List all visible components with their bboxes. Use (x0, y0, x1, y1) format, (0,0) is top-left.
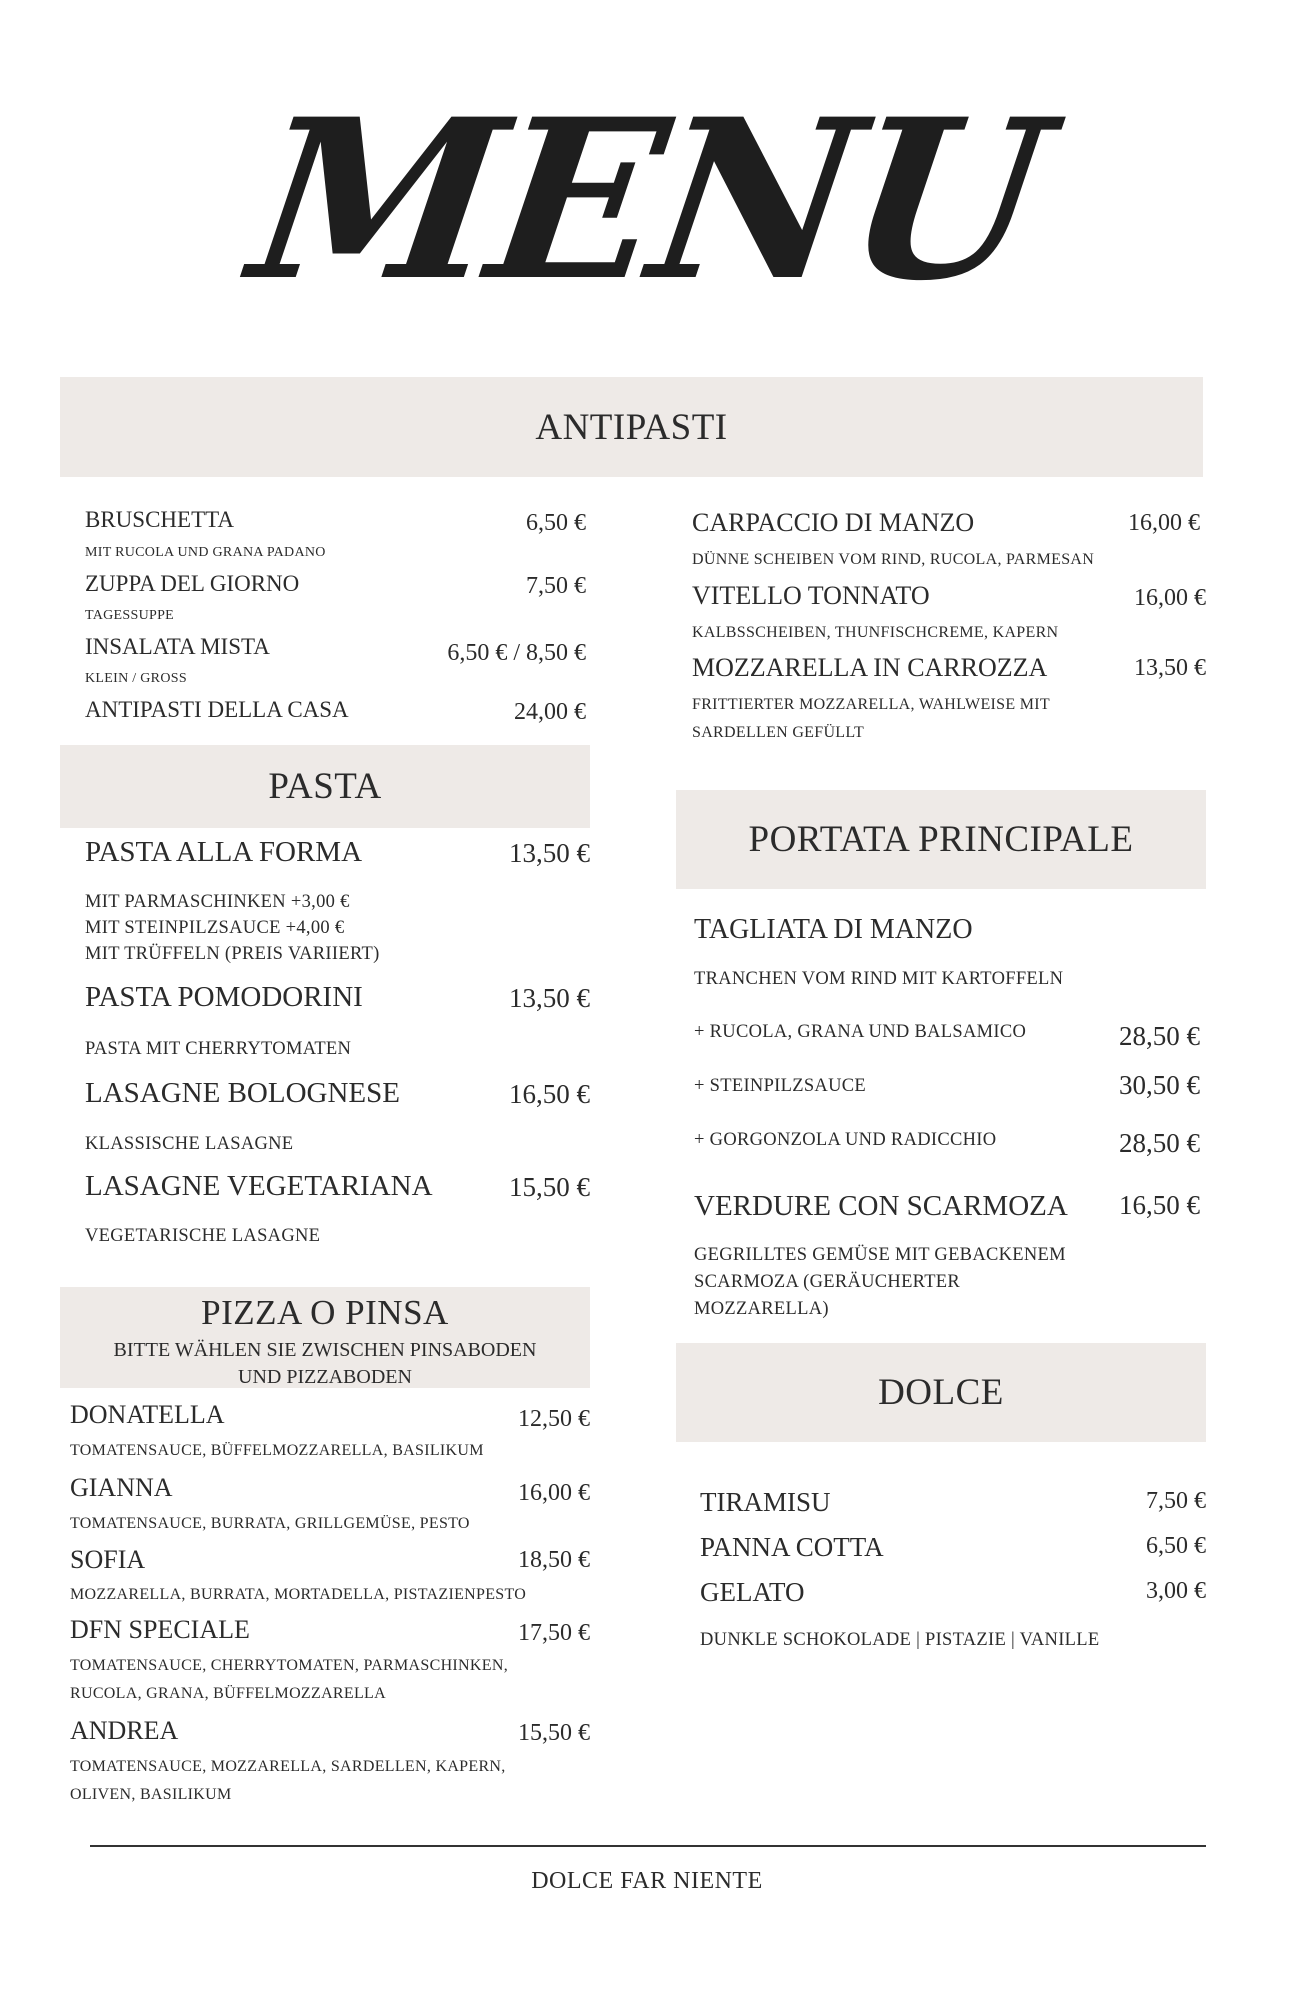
section-title: PIZZA O PINSA (201, 1293, 449, 1332)
item-price: 17,50 € (518, 1620, 590, 1646)
item-name: MOZZARELLA IN CARROZZA (692, 653, 1048, 682)
item-description: DUNKLE SCHOKOLADE | PISTAZIE | VANILLE (700, 1630, 1100, 1650)
section-title: ANTIPASTI (535, 406, 728, 448)
item-name: PASTA POMODORINI (85, 981, 363, 1013)
section-title: PASTA (268, 766, 382, 807)
item-name: LASAGNE BOLOGNESE (85, 1077, 400, 1109)
section-title: DOLCE (878, 1372, 1004, 1413)
section-header-pasta (60, 745, 590, 828)
section-subtitle: BITTE WÄHLEN SIE ZWISCHEN PINSABODEN (113, 1339, 537, 1361)
item-description: RUCOLA, GRANA, BÜFFELMOZZARELLA (70, 1685, 386, 1702)
option-price: 30,50 € (1119, 1070, 1200, 1100)
item-description: MIT PARMASCHINKEN +3,00 € (85, 892, 350, 912)
option-label: + RUCOLA, GRANA UND BALSAMICO (694, 1022, 1027, 1042)
item-name: GELATO (700, 1577, 805, 1607)
item-name: PASTA ALLA FORMA (85, 836, 363, 868)
item-name: ZUPPA DEL GIORNO (85, 571, 300, 596)
item-name: ANTIPASTI DELLA CASA (85, 697, 349, 722)
item-price: 16,00 € (1128, 510, 1200, 536)
item-price: 15,50 € (509, 1172, 590, 1202)
item-description: VEGETARISCHE LASAGNE (85, 1226, 321, 1246)
option-price: 28,50 € (1119, 1128, 1200, 1158)
item-price: 12,50 € (518, 1406, 590, 1432)
item-description: TOMATENSAUCE, MOZZARELLA, SARDELLEN, KAPERN, (70, 1758, 506, 1775)
item-price: 24,00 € (514, 699, 586, 725)
item-description: SARDELLEN GEFÜLLT (692, 724, 865, 741)
item-description: GEGRILLTES GEMÜSE MIT GEBACKENEM (694, 1245, 1066, 1265)
item-price: 6,50 € (526, 510, 586, 536)
section-title: PORTATA PRINCIPALE (748, 819, 1134, 860)
item-name: LASAGNE VEGETARIANA (85, 1170, 433, 1202)
menu-title: MENU (238, 70, 1056, 329)
item-price: 6,50 € / 8,50 € (447, 640, 586, 666)
item-price: 3,00 € (1146, 1578, 1206, 1604)
item-price: 7,50 € (1146, 1488, 1206, 1514)
item-description: TOMATENSAUCE, BÜFFELMOZZARELLA, BASILIKUM (70, 1442, 484, 1459)
item-price: 18,50 € (518, 1547, 590, 1573)
item-price: 16,50 € (1119, 1190, 1200, 1220)
item-price: 13,50 € (509, 983, 590, 1013)
section-header-pizza (60, 1287, 590, 1388)
item-name: DFN SPECIALE (70, 1615, 250, 1644)
item-description: OLIVEN, BASILIKUM (70, 1786, 232, 1803)
footer-divider (90, 1845, 1206, 1847)
item-name: CARPACCIO DI MANZO (692, 508, 975, 537)
item-description: MIT TRÜFFELN (PREIS VARIIERT) (85, 944, 380, 964)
item-name: PANNA COTTA (700, 1532, 884, 1562)
section-header-antipasti (60, 377, 1203, 477)
option-label: + GORGONZOLA UND RADICCHIO (694, 1130, 997, 1150)
item-description: MOZZARELLA) (694, 1299, 829, 1319)
item-price: 13,50 € (1134, 655, 1206, 681)
item-name: ANDREA (70, 1716, 179, 1745)
item-description: TRANCHEN VOM RIND MIT KARTOFFELN (694, 969, 1064, 989)
item-description: TOMATENSAUCE, CHERRYTOMATEN, PARMASCHINKEN, (70, 1657, 508, 1674)
section-header-dolce (676, 1343, 1206, 1442)
footer-restaurant-name: DOLCE FAR NIENTE (531, 1868, 763, 1894)
option-price: 28,50 € (1119, 1021, 1200, 1051)
item-description: DÜNNE SCHEIBEN VOM RIND, RUCOLA, PARMESAN (692, 551, 1095, 568)
item-name: BRUSCHETTA (85, 507, 234, 532)
item-price: 13,50 € (509, 838, 590, 868)
item-name: VITELLO TONNATO (692, 581, 930, 610)
section-subtitle: UND PIZZABODEN (238, 1366, 412, 1388)
item-price: 16,00 € (1134, 585, 1206, 611)
option-label: + STEINPILZSAUCE (694, 1076, 866, 1096)
item-price: 7,50 € (526, 573, 586, 599)
item-description: MIT STEINPILZSAUCE +4,00 € (85, 918, 345, 938)
item-name: INSALATA MISTA (85, 634, 270, 659)
item-description: KALBSSCHEIBEN, THUNFISCHCREME, KAPERN (692, 624, 1059, 641)
item-description: MOZZARELLA, BURRATA, MORTADELLA, PISTAZIENPESTO (70, 1586, 527, 1603)
item-name: GIANNA (70, 1473, 173, 1502)
item-description: MIT RUCOLA UND GRANA PADANO (85, 545, 326, 560)
item-description: KLEIN / GROSS (85, 671, 187, 686)
item-name: DONATELLA (70, 1400, 225, 1429)
item-price: 6,50 € (1146, 1533, 1206, 1559)
item-description: TAGESSUPPE (85, 608, 175, 623)
item-name: TIRAMISU (700, 1487, 831, 1517)
item-price: 15,50 € (518, 1720, 590, 1746)
item-name: TAGLIATA DI MANZO (694, 914, 973, 945)
item-description: PASTA MIT CHERRYTOMATEN (85, 1039, 352, 1059)
item-description: KLASSISCHE LASAGNE (85, 1134, 294, 1154)
item-name: VERDURE CON SCARMOZA (694, 1190, 1068, 1222)
item-description: TOMATENSAUCE, BURRATA, GRILLGEMÜSE, PESTO (70, 1515, 470, 1532)
item-name: SOFIA (70, 1545, 146, 1574)
item-price: 16,50 € (509, 1079, 590, 1109)
item-price: 16,00 € (518, 1480, 590, 1506)
item-description: FRITTIERTER MOZZARELLA, WAHLWEISE MIT (692, 696, 1050, 713)
item-description: SCARMOZA (GERÄUCHERTER (694, 1272, 961, 1292)
section-header-portata-principale (676, 790, 1206, 889)
